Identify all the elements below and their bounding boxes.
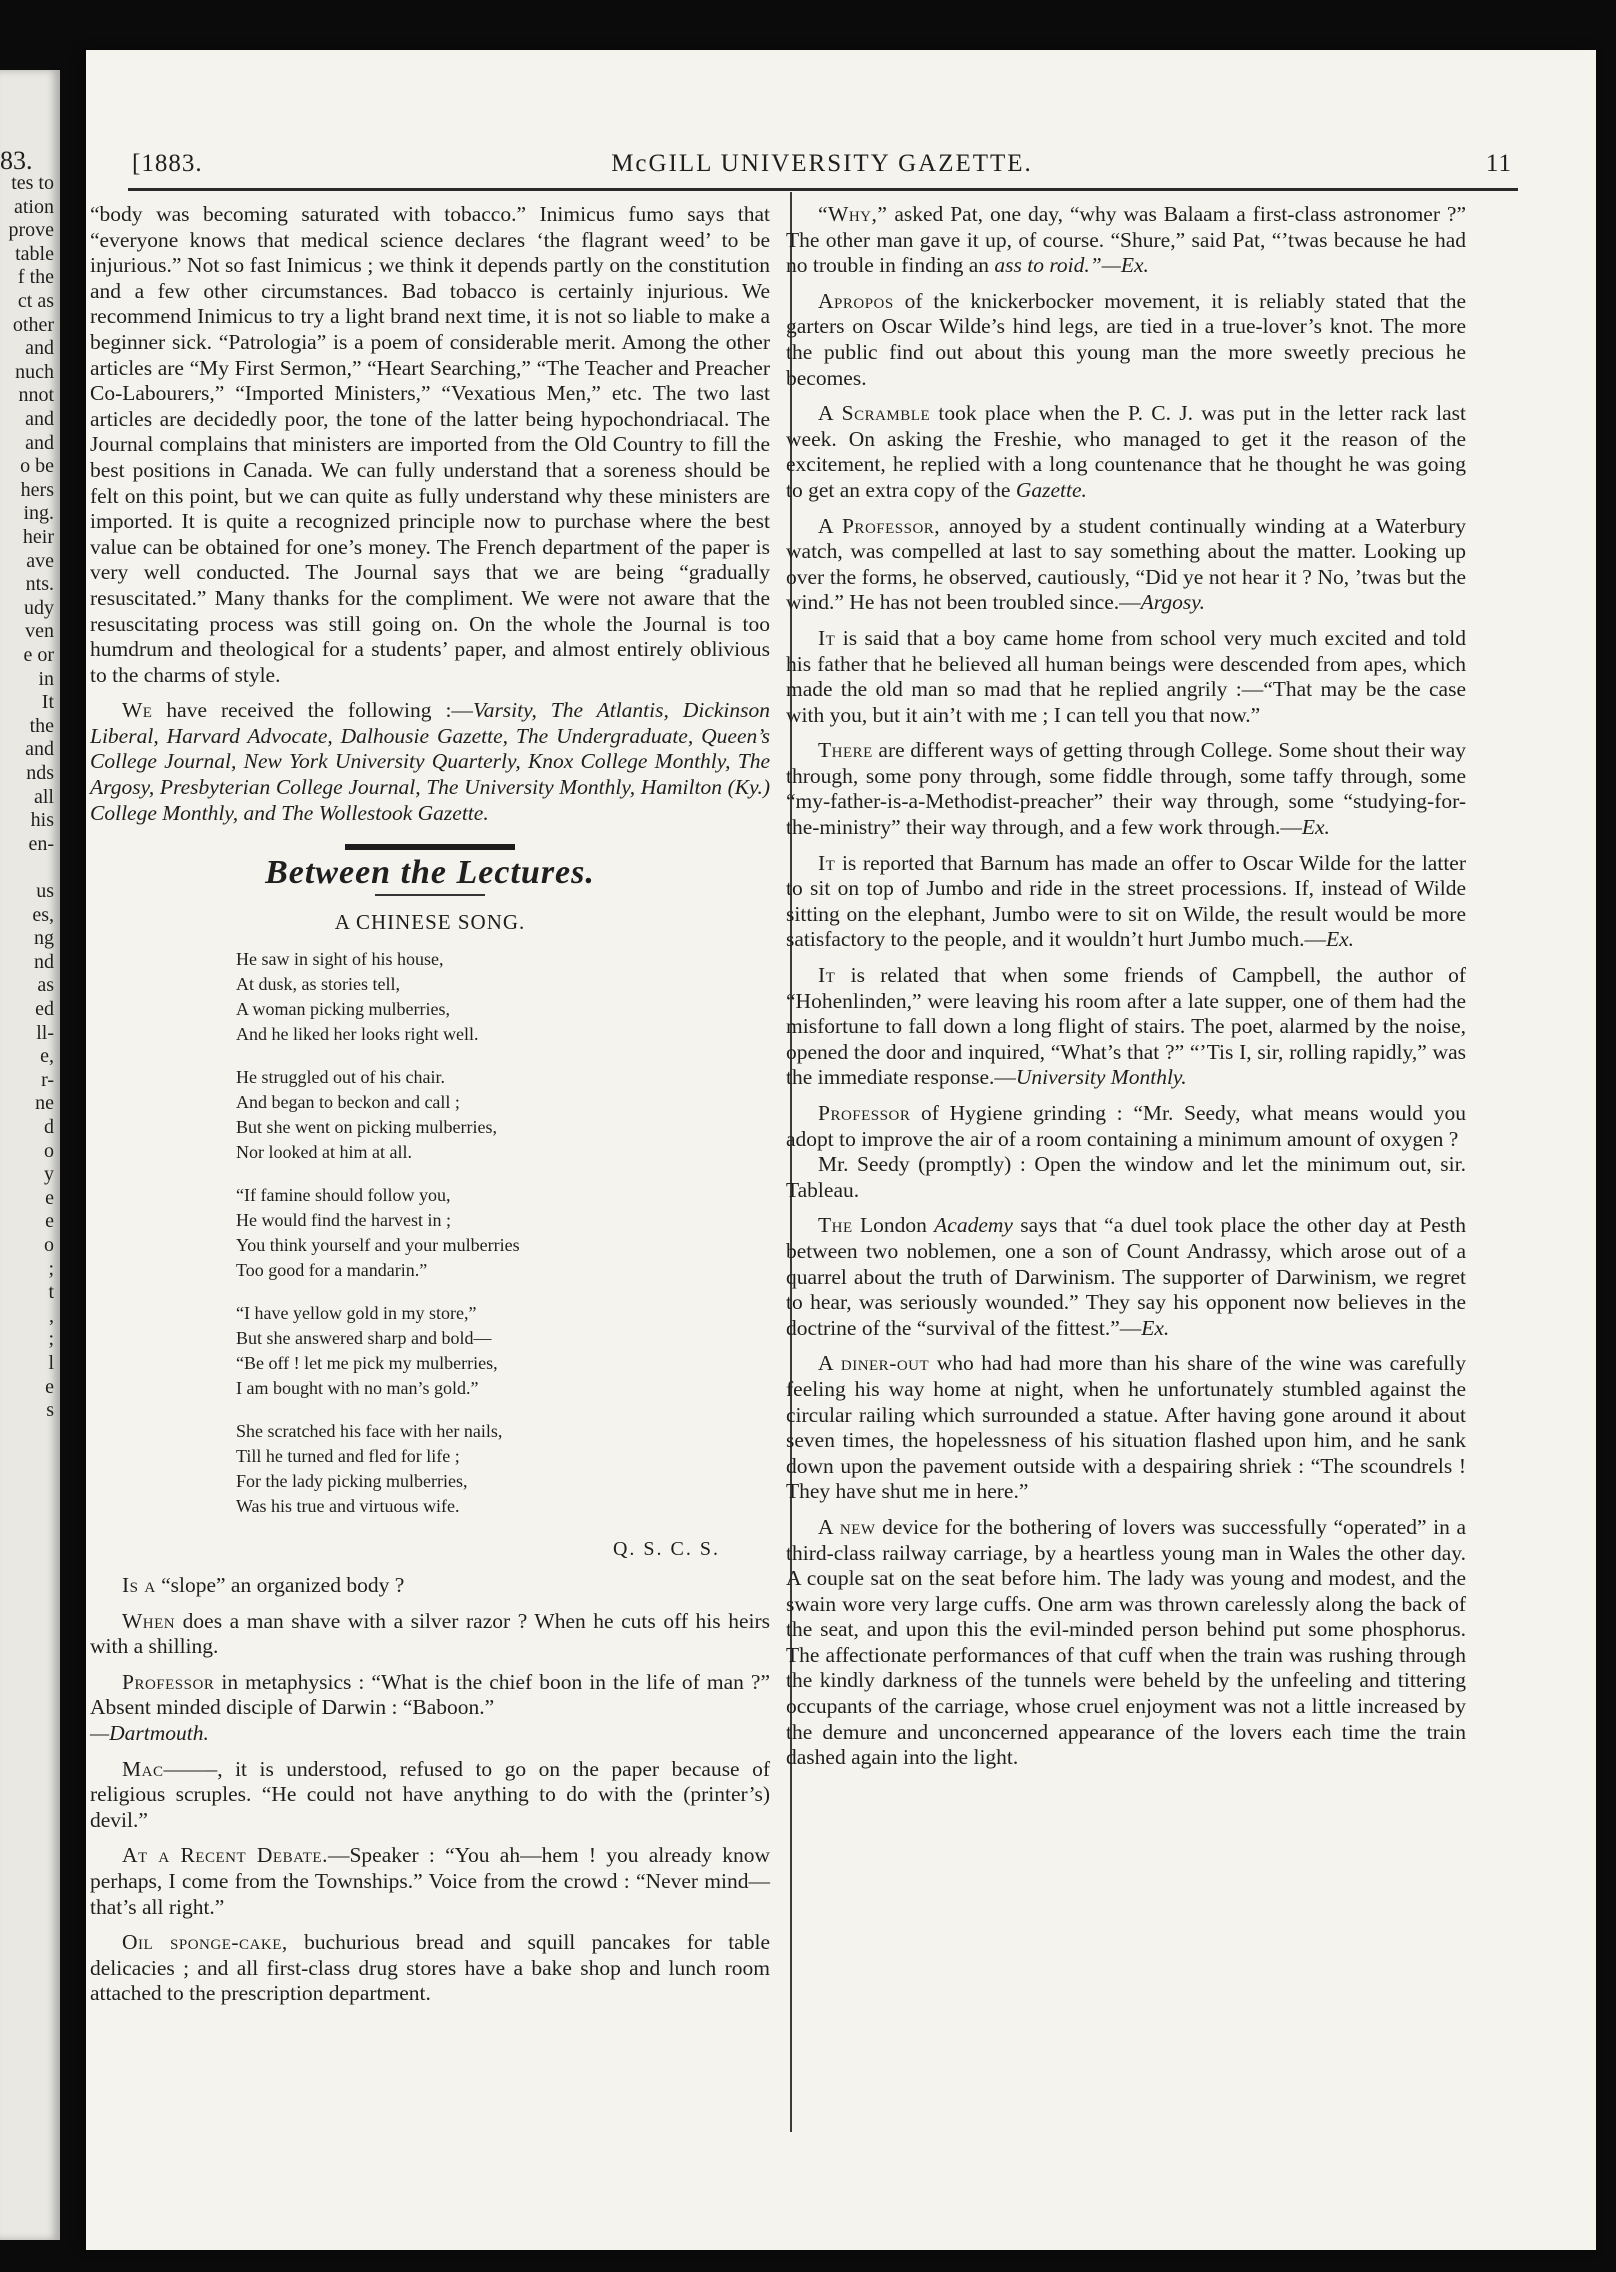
previous-page-edge [0, 70, 60, 2240]
item-hygiene [786, 1101, 1466, 1152]
previous-page-fragment: e [45, 1210, 54, 1233]
item-barnum [786, 851, 1466, 953]
previous-page-fragment: nd [34, 950, 54, 973]
previous-page-number: 83. [0, 146, 33, 175]
song-line: But she answered sharp and bold— [236, 1328, 492, 1349]
song-stanza [236, 1183, 770, 1283]
previous-page-fragment: ave [26, 549, 54, 572]
song-line: Was his true and virtuous wife. [236, 1496, 460, 1517]
joke-sponge-text: buchurious bread and squill pancakes for table delicacies ; and all first-class drug stores have a bake shop and lunch room attached to the prescription department. [90, 1930, 770, 2006]
previous-page-fragment: ; [48, 1257, 54, 1280]
previous-page-fragment: nuch [15, 360, 54, 383]
item-professor-watch [786, 514, 1466, 616]
joke-mac-text: ——–, it is understood, refused to go on the paper because of religious scruples. “He could not have anything to do with the (printer’s) devil.” [90, 1756, 770, 1832]
song-stanzas [90, 947, 770, 1519]
item-apropos-lead: Apropos [818, 288, 894, 313]
joke-baboon-text: in metaphysics : “What is the chief boon in the life of man ?” Absent minded disciple of Darwin : “Baboon.” [90, 1669, 770, 1720]
section-title: Between the Lectures. [265, 854, 595, 892]
previous-page-fragment: all [34, 785, 54, 808]
item-campbell-lead: It [818, 963, 836, 988]
item-campbell [786, 963, 1466, 1091]
item-balaam-lead: “Why,” [818, 202, 888, 226]
joke-mac [90, 1757, 770, 1834]
item-scramble-lead: A Scramble [818, 401, 931, 426]
left-column [90, 202, 770, 2017]
previous-page-fragment: It [41, 691, 54, 714]
item-watch-text: annoyed by a student continually winding at a Waterbury watch, was compelled at last to say something about the matter. Looking up over the forms, he observed, cautiously, “Did ye not hear it ? No, ’twas but the wind.” He has not been troubled since.— [786, 513, 1466, 615]
exchanges-lead: We [122, 698, 153, 723]
item-balaam-text: asked Pat, one day, “why was Balaam a first-class astronomer ?” The other man gave it up, of course. “Shure,” said Pat, “’twas because he had no trouble in finding an [786, 202, 1466, 278]
item-college-ways [786, 738, 1466, 840]
item-balaam-source: ass to roid.”—Ex. [994, 253, 1149, 278]
item-apropos [786, 289, 1466, 391]
song-line: For the lady picking mulberries, [236, 1471, 468, 1492]
previous-page-fragment: o [44, 1234, 54, 1256]
joke-debate [90, 1843, 770, 1920]
item-apes [786, 626, 1466, 728]
previous-page-fragment: the [29, 714, 54, 737]
header-rule [128, 188, 1518, 191]
joke-razor-lead: When [122, 1608, 176, 1633]
journal-review-paragraph: “body was becoming saturated with tobacco.” Inimicus fumo says that “everyone knows that medical science declares ‘the flagrant weed’ to be injurious.” Not so fast Inimicus ; we think it depends partly on the constitution and a few other circumstances. Bad tobacco is certainly injurious. We recommend Inimicus to try a light brand next time, it is not so liable to make a beginner sick. “Patrologia” is a poem of considerable merit. Among the other articles are “My First Sermon,” “Heart Searching,” “The Teacher and Preacher Co-Labourers,” “Imported Ministers,” “Vexatious Men,” etc. The two last articles are decidedly poor, the tone of the latter being hypochondriacal. The Journal complains that ministers are imported from the Old Country to fill the best positions in Canada. We can fully understand that a soreness should be felt on this point, but we can quite as fully understand why these ministers are imported. It is quite a recognized principle now to purchase where the best value can be obtained for one’s money. The French department of the paper is very well conducted. The Journal says that we are being “gradually resuscitated.” Many thanks for the compliment. We were not aware that the resuscitating process was still going on. On the whole the Journal is too humdrum and theological for a students’ paper, and almost entirely oblivious to the charms of style. [90, 202, 770, 687]
previous-page-fragment: heir [22, 526, 54, 548]
section-underline [375, 894, 485, 896]
gazette-page [86, 50, 1596, 2250]
item-ways-lead: There [818, 738, 873, 763]
song-stanza [236, 1419, 770, 1519]
previous-page-fragment: l [48, 1352, 54, 1374]
song-stanza [236, 947, 770, 1047]
joke-slope-lead: Is a [122, 1573, 156, 1598]
item-hygiene-answer: Mr. Seedy (promptly) : Open the window and let the minimum out, sir. Tableau. [786, 1152, 1466, 1202]
item-lovers [786, 1515, 1466, 1771]
item-balaam [786, 202, 1466, 279]
joke-razor-text: does a man shave with a silver razor ? When he cuts off his heirs with a shilling. [90, 1608, 770, 1659]
previous-page-fragment: e [45, 1375, 54, 1398]
item-hygiene-text: of Hygiene grinding : “Mr. Seedy, what means would you adopt to improve the air of a room containing a minimum amount of oxygen ? [786, 1101, 1466, 1151]
item-campbell-text: is related that when some friends of Campbell, the author of “Hohenlinden,” were leaving his room after a late supper, one of them had the misfortune to fall down a long flight of stairs. The poet, alarmed by the noise, opened the door and inquired, “What’s that ?” “’Tis I, sir, rolling rapidly,” was the immediate response.— [786, 963, 1466, 1090]
song-line: But she went on picking mulberries, [236, 1117, 497, 1138]
item-diner-out [786, 1351, 1466, 1505]
joke-debate-text: —Speaker : “You ah—hem ! you already know perhaps, I come from the Townships.” Voice from the crowd : “Never mind—that’s all right.” [90, 1843, 770, 1919]
item-ways-text: are different ways of getting through College. Some shout their way through, some pony through, some fiddle through, some taffy through, some “my-father-is-a-Methodist-preacher” their way through, some “studying-for-the-ministry” their way through, and a few work through.— [786, 738, 1466, 840]
previous-page-fragment: ed [35, 998, 54, 1020]
previous-page-fragment: and [25, 408, 54, 430]
previous-page-fragment: es, [32, 903, 54, 926]
song-title: A CHINESE SONG. [334, 909, 526, 934]
item-lovers-text: device for the bothering of lovers was successfully “operated” in a third-class railway carriage, by a heartless young man in Wales the other day. A couple sat on the seat before him. The lady was young and modest, and the swain wore very large cuffs. One arm was thrown carelessly along the back of the seat, and upon this the evil-minded person behind put some phosphorus. The affectionate performances of that cuff when the train was rushing through the kindly darkness of the tunnels were beheld by the unfeeling and tittering occupants of the carriage, whose cruel enjoyment was not a little increased by the demure and unconcerned appearance of the lovers each time the train dashed again into the light. [786, 1514, 1466, 1770]
exchanges-list: Varsity, The Atlantis, Dickinson Liberal, Harvard Advocate, Dalhousie Gazette, The Undergraduate, Queen’s College Journal, New York University Quarterly, Knox College Monthly, The Argosy, Presbyterian College Journal, The University Monthly, Hamilton (Ky.) College Monthly, and The Wollestook Gazette. [90, 698, 770, 825]
song-line: He struggled out of his chair. [236, 1067, 445, 1088]
previous-page-fragment: nts. [25, 573, 54, 596]
previous-page-fragment: and [25, 431, 54, 454]
previous-page-fragment: in [38, 667, 54, 690]
item-diner-text: who had had more than his share of the wine was carefully feeling his way home at night, when he unfortunately stumbled against the circular railing which surrounded a statue. After having gone around it about seven times, the hopelessness of his situation flashed upon him, and he sank down upon the pavement outside with a despairing shriek : “The scoundrels ! They have shut me in here.” [786, 1351, 1467, 1504]
previous-page-fragment: ven [25, 620, 54, 643]
song-line: And he liked her looks right well. [236, 1024, 479, 1045]
joke-sponge-cake [90, 1930, 770, 2007]
item-watch-lead: A Professor, [818, 513, 941, 538]
previous-page-fragment: nds [26, 762, 54, 784]
song-line: Too good for a mandarin.” [236, 1260, 428, 1281]
page-header [132, 150, 1512, 190]
song-line: “If famine should follow you, [236, 1185, 451, 1206]
item-lovers-lead: A new [818, 1514, 876, 1539]
song-line: He saw in sight of his house, [236, 949, 444, 970]
previous-page-fragment: ne [35, 1092, 54, 1115]
item-duel-em: Academy [934, 1213, 1013, 1238]
previous-page-fragment: y [44, 1163, 54, 1186]
exchanges-paragraph [90, 698, 770, 826]
song-line: “Be off ! let me pick my mulberries, [236, 1353, 498, 1374]
exchanges-intro: have received the following :— [152, 698, 473, 723]
previous-page-fragment: and [25, 738, 54, 761]
joke-debate-lead: At a Recent Debate. [122, 1843, 328, 1868]
previous-page-fragment: r- [41, 1068, 54, 1091]
previous-page-fragment: ; [48, 1328, 54, 1351]
item-duel-text-2: says that “a duel took place the other day at Pesth between two noblemen, one a son of Count Andrassy, which arose out of a quarrel about the truth of Darwinism. The supporter of Darwinism, we regret to hear, was seriously wounded.” They say his opponent now believes in the doctrine of the “survival of the fittest.”— [786, 1213, 1466, 1340]
previous-page-fragment: ll- [36, 1021, 54, 1044]
song-line: She scratched his face with her nails, [236, 1421, 503, 1442]
joke-baboon-lead: Professor [122, 1669, 215, 1694]
item-duel-lead: The [818, 1213, 853, 1238]
previous-page-fragment: en- [28, 832, 54, 855]
song-line: You think yourself and your mulberries [236, 1235, 520, 1256]
previous-page-fragment: d [44, 1116, 54, 1138]
joke-baboon-source: —Dartmouth. [90, 1721, 209, 1745]
item-apropos-text: of the knickerbocker movement, it is reliably stated that the garters on Oscar Wilde’s hind legs, are tied in a true-lover’s knot. The more the public find out about this young man the more sweetly precious he becomes. [786, 288, 1466, 390]
item-scramble [786, 401, 1466, 503]
item-ways-source: Ex. [1301, 815, 1330, 840]
song-line: At dusk, as stories tell, [236, 974, 400, 995]
song-signature: Q. S. C. S. [612, 1538, 720, 1561]
song-line: Nor looked at him at all. [236, 1142, 412, 1163]
joke-slope-text: “slope” an organized body ? [155, 1573, 405, 1598]
previous-page-fragment: us [36, 880, 54, 902]
header-page-number: 11 [1485, 150, 1512, 177]
header-title: McGILL UNIVERSITY GAZETTE. [611, 150, 1033, 177]
song-line: Till he turned and fled for life ; [236, 1446, 460, 1467]
previous-page-fragment: other [12, 313, 54, 336]
joke-slope [90, 1573, 770, 1599]
previous-page-fragment: o be [20, 455, 54, 478]
previous-page-fragment: e, [40, 1045, 54, 1068]
item-apes-text: is said that a boy came home from school very much excited and told his father that he believed all human beings were descended from apes, which made the old man so mad that he replied angrily :—“That may be the case with you, but it ain’t with me ; I can tell you that now.” [786, 625, 1466, 727]
song-stanza [236, 1301, 770, 1401]
item-scramble-text: took place when the P. C. J. was put in the letter rack last week. On asking the Freshie, who managed to get it the reason of the excitement, he replied with a long countenance that he thought he was going to get an extra copy of the [786, 401, 1466, 502]
joke-baboon [90, 1670, 770, 1747]
previous-page-fragment: and [25, 337, 54, 360]
previous-page-fragment: as [37, 974, 54, 997]
item-scramble-em: Gazette. [1015, 477, 1087, 502]
previous-page-fragment: , [49, 1304, 54, 1327]
item-watch-source: Argosy. [1140, 590, 1205, 615]
song-line: He would find the harvest in ; [236, 1210, 451, 1231]
previous-page-fragment: hers [20, 478, 54, 501]
song-line: I am bought with no man’s gold.” [236, 1378, 479, 1399]
previous-page-fragment: ct as [17, 290, 54, 312]
item-duel-source: Ex. [1141, 1315, 1170, 1340]
previous-page-fragment: s [46, 1399, 54, 1422]
previous-page-fragment: t [48, 1281, 54, 1304]
item-barnum-text: is reported that Barnum has made an offer to Oscar Wilde for the latter to sit on top of Jumbo and ride in the street processions. If, instead of Wilde sitting on the elephant, Jumbo were to sit on Wilde, the result would be more satisfactory to the people, and it wouldn’t hurt Jumbo much.— [786, 850, 1466, 952]
joke-sponge-lead: Oil sponge-cake, [122, 1930, 288, 1955]
item-apes-lead: It [818, 625, 836, 650]
previous-page-fragment: e [45, 1186, 54, 1209]
item-duel-text-1: London [852, 1213, 935, 1238]
section-separator [345, 844, 515, 850]
previous-page-fragment: ing. [23, 502, 54, 525]
header-year: [1883. [132, 150, 203, 177]
song-line: A woman picking mulberries, [236, 999, 450, 1020]
previous-page-fragment: prove [8, 219, 54, 242]
right-column [786, 202, 1466, 1781]
joke-razor [90, 1609, 770, 1660]
item-campbell-source: University Monthly. [1015, 1065, 1187, 1090]
joke-mac-lead: Mac [122, 1756, 164, 1781]
previous-page-fragment: nnot [18, 384, 54, 407]
item-duel [786, 1213, 1466, 1341]
previous-page-fragment: f the [17, 266, 54, 289]
previous-page-fragment: ng [34, 927, 54, 950]
previous-page-fragment: e or [23, 644, 54, 666]
song-stanza [236, 1065, 770, 1165]
item-hygiene-lead: Professor [818, 1101, 911, 1125]
previous-page-fragment: udy [24, 596, 54, 619]
item-barnum-lead: It [818, 850, 836, 875]
previous-page-fragment: o [44, 1139, 54, 1162]
previous-page-fragment: his [30, 809, 54, 832]
previous-page-fragment: tes to [11, 172, 54, 194]
item-diner-lead: A diner-out [818, 1351, 930, 1376]
song-line: “I have yellow gold in my store,” [236, 1303, 477, 1324]
previous-page-fragment: table [15, 242, 54, 265]
previous-page-fragment: ation [14, 195, 54, 218]
song-line: And began to beckon and call ; [236, 1092, 460, 1113]
item-barnum-source: Ex. [1326, 927, 1355, 952]
